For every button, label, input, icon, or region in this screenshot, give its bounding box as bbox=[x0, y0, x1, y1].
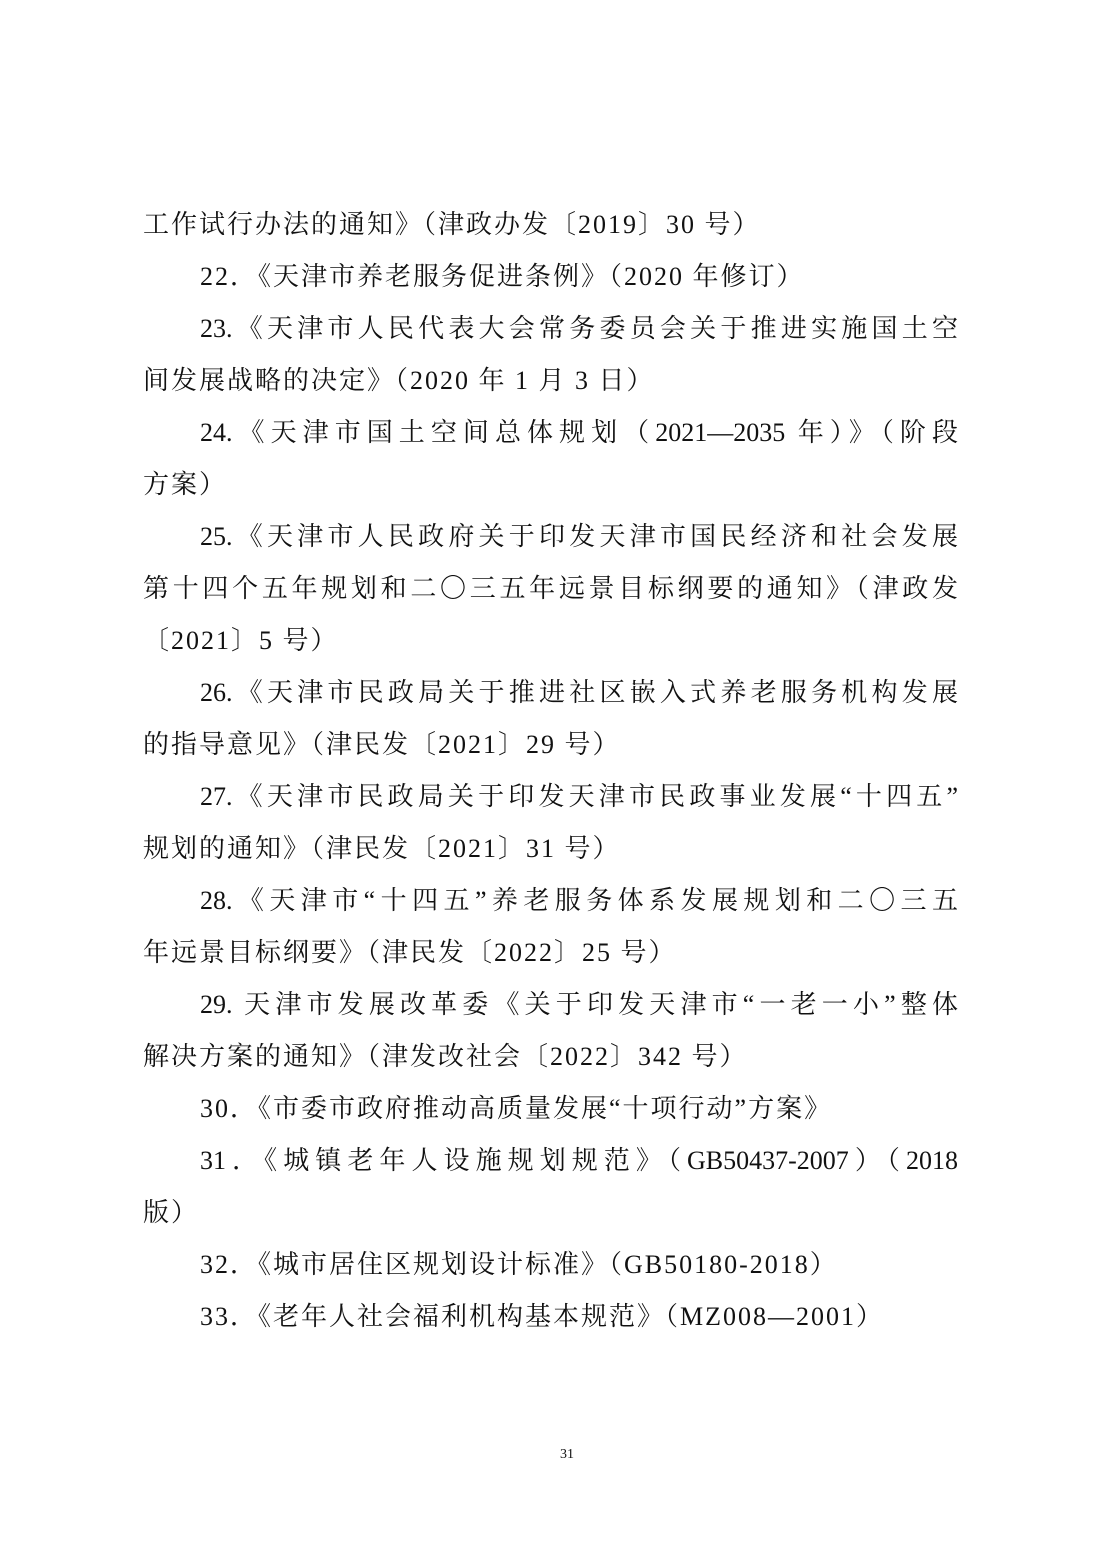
reference-line: 30．《市委市政府推动高质量发展“十项行动”方案》 bbox=[200, 1094, 833, 1123]
reference-item bbox=[143, 875, 958, 979]
reference-item bbox=[143, 1083, 958, 1135]
reference-line: 25.《天津市人民政府关于印发天津市国民经济和社会发展 bbox=[200, 522, 958, 551]
reference-item bbox=[143, 251, 958, 303]
reference-line: 工作试行办法的通知》（津政办发〔2019〕30 号） bbox=[143, 210, 761, 239]
reference-line: 方案） bbox=[143, 470, 228, 499]
reference-line: 33．《老年人社会福利机构基本规范》（MZ008—2001） bbox=[200, 1302, 885, 1331]
reference-item bbox=[143, 771, 958, 875]
reference-item bbox=[143, 979, 958, 1083]
reference-item bbox=[143, 199, 958, 251]
reference-line: 24.《天津市国土空间总体规划（2021—2035 年）》（阶段 bbox=[200, 418, 958, 447]
reference-line: 27.《天津市民政局关于印发天津市民政事业发展“十四五” bbox=[200, 782, 958, 811]
reference-line: 22．《天津市养老服务促进条例》（2020 年修订） bbox=[200, 262, 805, 291]
reference-item bbox=[143, 303, 958, 407]
reference-item bbox=[143, 407, 958, 511]
reference-line: 版） bbox=[143, 1198, 200, 1227]
reference-item bbox=[143, 1239, 958, 1291]
reference-line: 间发展战略的决定》（2020 年 1 月 3 日） bbox=[143, 366, 655, 395]
reference-line: 28.《天津市“十四五”养老服务体系发展规划和二〇三五 bbox=[200, 886, 958, 915]
reference-item bbox=[143, 1291, 958, 1343]
reference-line: 规划的通知》（津民发〔2021〕31 号） bbox=[143, 834, 621, 863]
reference-item bbox=[143, 667, 958, 771]
reference-line: 32．《城市居住区规划设计标准》（GB50180-2018） bbox=[200, 1250, 838, 1279]
reference-line: 26.《天津市民政局关于推进社区嵌入式养老服务机构发展 bbox=[200, 678, 958, 707]
page-number: 31 bbox=[560, 1447, 574, 1462]
reference-line: 〔2021〕5 号） bbox=[143, 626, 339, 655]
reference-line: 的指导意见》（津民发〔2021〕29 号） bbox=[143, 730, 621, 759]
reference-line: 29. 天津市发展改革委《关于印发天津市“一老一小”整体 bbox=[200, 990, 958, 1019]
reference-item bbox=[143, 1135, 958, 1239]
document-body bbox=[143, 199, 958, 1343]
reference-line: 解决方案的通知》（津发改社会〔2022〕342 号） bbox=[143, 1042, 748, 1071]
reference-line: 23.《天津市人民代表大会常务委员会关于推进实施国土空 bbox=[200, 314, 958, 343]
reference-line: 31．《城镇老年人设施规划规范》（GB50437-2007）（2018 bbox=[200, 1146, 958, 1175]
reference-item bbox=[143, 511, 958, 667]
reference-line: 第十四个五年规划和二〇三五年远景目标纲要的通知》（津政发 bbox=[143, 574, 958, 603]
reference-line: 年远景目标纲要》（津民发〔2022〕25 号） bbox=[143, 938, 677, 967]
